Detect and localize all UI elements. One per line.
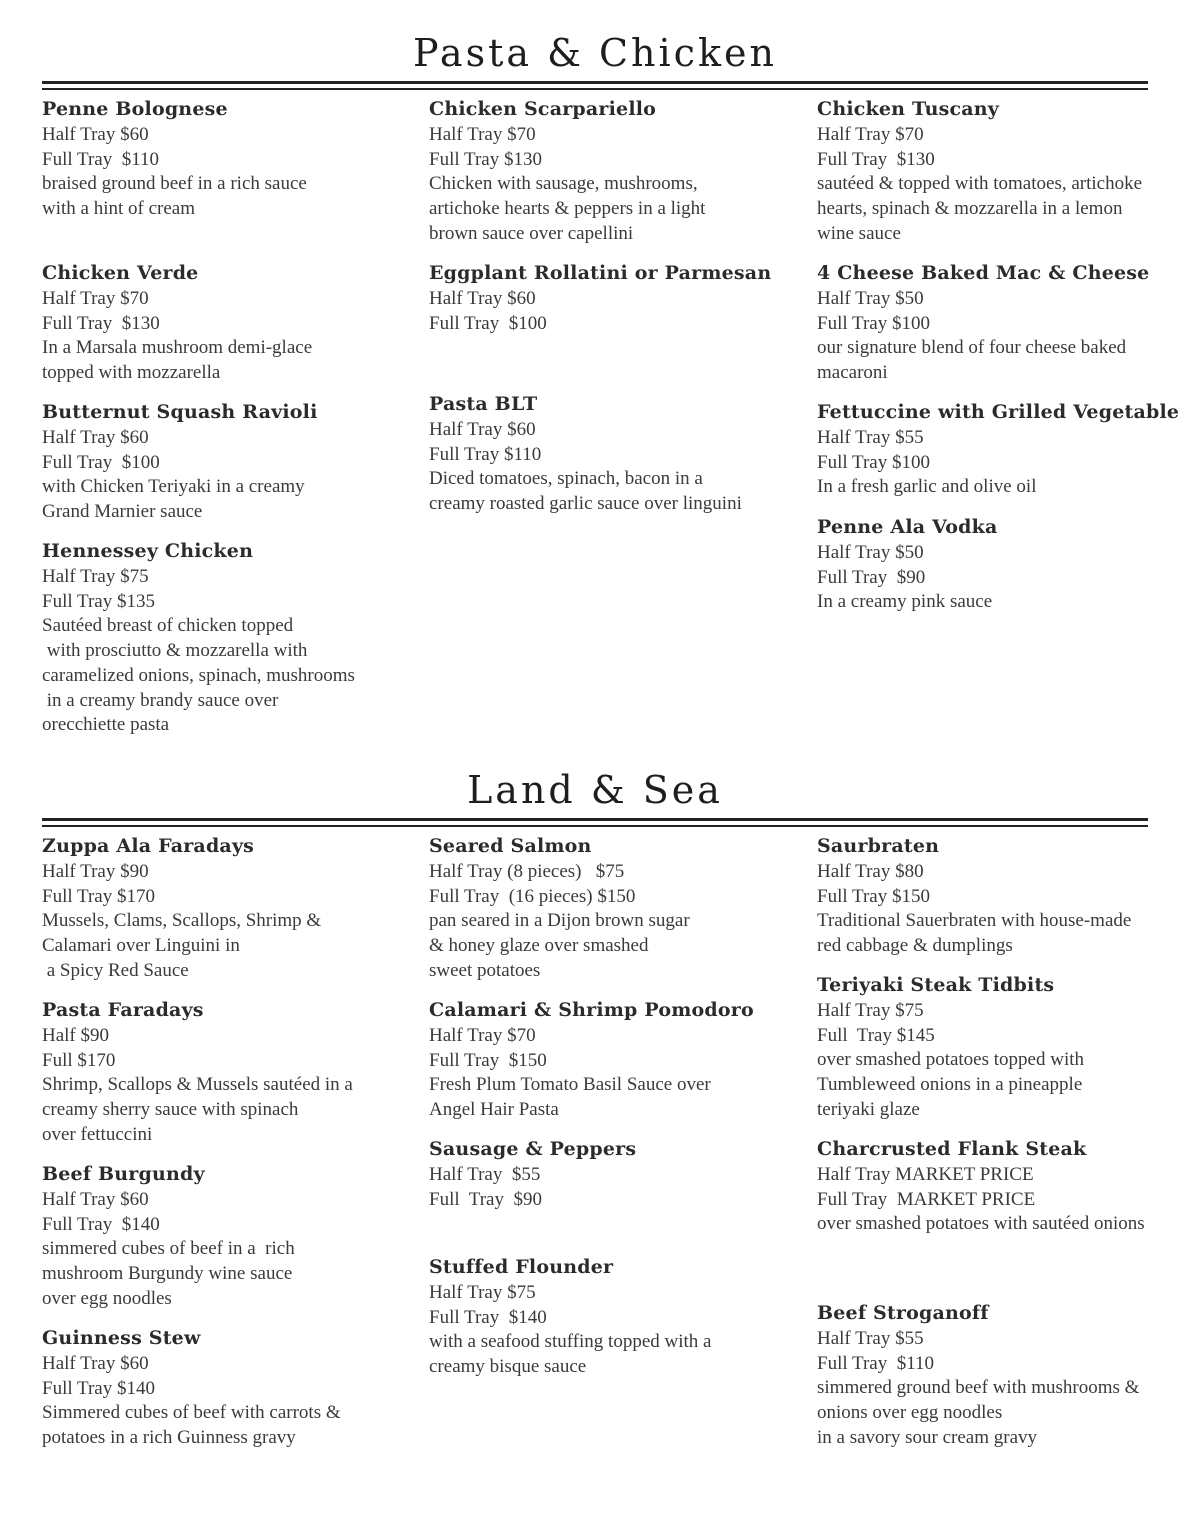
item-description: hearts, spinach & mozzarella in a lemon bbox=[817, 198, 1123, 220]
item-name: Calamari & Shrimp Pomodoro bbox=[429, 999, 754, 1021]
item-half-tray-price: Half Tray $55 bbox=[429, 1164, 541, 1185]
item-description: over egg noodles bbox=[42, 1287, 172, 1309]
item-half-tray-price: Half Tray $80 bbox=[817, 861, 924, 882]
menu-item-eggplant-rollatini bbox=[429, 260, 801, 336]
item-half-tray-price: Half Tray $60 bbox=[429, 419, 536, 440]
item-name: Chicken Verde bbox=[42, 262, 199, 284]
item-half-tray-price: Half Tray $70 bbox=[42, 288, 149, 309]
menu-item-teriyaki-steak-tidbits bbox=[817, 972, 1189, 1123]
item-name: Beef Burgundy bbox=[42, 1163, 205, 1185]
item-description: artichoke hearts & peppers in a light bbox=[429, 198, 706, 220]
item-half-tray-price: Half Tray $70 bbox=[429, 1025, 536, 1046]
section-divider bbox=[42, 818, 1148, 827]
item-name: Pasta BLT bbox=[429, 393, 538, 415]
menu-item-penne-ala-vodka bbox=[817, 514, 1189, 615]
menu-item-penne-bolognese bbox=[42, 96, 414, 222]
item-full-tray-price: Full Tray $110 bbox=[817, 1352, 935, 1374]
item-description: creamy bisque sauce bbox=[429, 1356, 587, 1378]
item-description: Tumbleweed onions in a pineapple bbox=[817, 1074, 1083, 1096]
item-full-tray-price: Full Tray $100 bbox=[817, 312, 930, 334]
item-full-tray-price: Full Tray $150 bbox=[817, 885, 930, 907]
item-name: Saurbraten bbox=[817, 835, 940, 857]
item-half-tray-price: Half Tray $50 bbox=[817, 288, 924, 309]
item-full-tray-price: Full Tray $110 bbox=[42, 148, 160, 170]
item-name: Chicken Scarpariello bbox=[429, 98, 657, 120]
menu-item-stuffed-flounder bbox=[429, 1254, 801, 1380]
section-title-land-sea: Land & Sea bbox=[467, 768, 723, 812]
menu-item-chicken-verde bbox=[42, 260, 414, 386]
menu-item-calamari-shrimp-pomodoro bbox=[429, 997, 801, 1123]
item-full-tray-price: Full Tray $130 bbox=[817, 148, 935, 170]
item-description: Traditional Sauerbraten with house-made bbox=[817, 910, 1132, 932]
item-description: orecchiette pasta bbox=[42, 714, 170, 736]
item-full-tray-price: Full Tray $140 bbox=[42, 1377, 155, 1399]
item-description: pan seared in a Dijon brown sugar bbox=[429, 910, 690, 932]
item-name: Butternut Squash Ravioli bbox=[42, 401, 318, 423]
item-half-tray-price: Half Tray MARKET PRICE bbox=[817, 1164, 1034, 1185]
section-title-pasta-chicken: Pasta & Chicken bbox=[413, 31, 777, 75]
item-half-tray-price: Half Tray $75 bbox=[42, 566, 149, 587]
item-half-tray-price: Half Tray $70 bbox=[817, 124, 924, 145]
item-full-tray-price: Full Tray $170 bbox=[42, 885, 155, 907]
item-name: 4 Cheese Baked Mac & Cheese bbox=[817, 262, 1150, 284]
item-description: Shrimp, Scallops & Mussels sautéed in a bbox=[42, 1074, 353, 1096]
item-full-tray-price: Full Tray $140 bbox=[429, 1306, 547, 1328]
item-description: over smashed potatoes with sautéed onions bbox=[817, 1213, 1145, 1235]
item-full-tray-price: Full Tray $140 bbox=[42, 1213, 160, 1235]
item-name: Beef Stroganoff bbox=[817, 1302, 989, 1324]
menu-item-saurbraten bbox=[817, 833, 1189, 959]
item-description: Calamari over Linguini in bbox=[42, 935, 240, 957]
menu-item-beef-burgundy bbox=[42, 1161, 414, 1312]
item-description: onions over egg noodles bbox=[817, 1402, 1003, 1424]
item-name: Fettuccine with Grilled Vegetable bbox=[817, 401, 1180, 423]
item-description: potatoes in a rich Guinness gravy bbox=[42, 1427, 296, 1449]
item-half-tray-price: Half Tray $60 bbox=[429, 288, 536, 309]
menu-item-sausage-peppers bbox=[429, 1136, 801, 1212]
item-description: Mussels, Clams, Scallops, Shrimp & bbox=[42, 910, 322, 932]
item-name: Teriyaki Steak Tidbits bbox=[817, 974, 1055, 996]
item-description: creamy sherry sauce with spinach bbox=[42, 1099, 299, 1121]
item-description: macaroni bbox=[817, 362, 888, 384]
item-half-tray-price: Half Tray $55 bbox=[817, 1328, 924, 1349]
menu-item-hennessey-chicken bbox=[42, 538, 414, 738]
menu-item-guinness-stew bbox=[42, 1325, 414, 1451]
item-full-tray-price: Full Tray $145 bbox=[817, 1024, 935, 1046]
item-description: over smashed potatoes topped with bbox=[817, 1049, 1085, 1071]
item-half-tray-price: Half Tray $60 bbox=[42, 427, 149, 448]
item-name: Stuffed Flounder bbox=[429, 1256, 614, 1278]
item-full-tray-price: Full Tray $130 bbox=[429, 148, 542, 170]
menu-item-pasta-faradays bbox=[42, 997, 414, 1148]
item-description: sautéed & topped with tomatoes, artichoke bbox=[817, 173, 1143, 195]
item-description: Fresh Plum Tomato Basil Sauce over bbox=[429, 1074, 711, 1096]
item-half-tray-price: Half Tray $70 bbox=[429, 124, 536, 145]
item-full-price: Full $170 bbox=[42, 1049, 116, 1071]
item-half-tray-price: Half Tray $50 bbox=[817, 542, 924, 563]
item-description: caramelized onions, spinach, mushrooms bbox=[42, 664, 355, 686]
item-half-tray-price: Half Tray $55 bbox=[817, 427, 924, 448]
item-name: Penne Bolognese bbox=[42, 98, 228, 120]
item-description: our signature blend of four cheese baked bbox=[817, 337, 1127, 359]
item-name: Penne Ala Vodka bbox=[817, 516, 998, 538]
item-description: topped with mozzarella bbox=[42, 362, 221, 384]
item-description: a Spicy Red Sauce bbox=[42, 959, 189, 981]
item-description: wine sauce bbox=[817, 222, 901, 244]
item-description: & honey glaze over smashed bbox=[429, 935, 649, 957]
item-full-tray-price: Full Tray $130 bbox=[42, 312, 160, 334]
item-description: brown sauce over capellini bbox=[429, 222, 634, 244]
menu-item-chicken-scarpariello bbox=[429, 96, 801, 247]
item-name: Charcrusted Flank Steak bbox=[817, 1138, 1087, 1160]
item-description: mushroom Burgundy wine sauce bbox=[42, 1263, 293, 1285]
section-divider bbox=[42, 81, 1148, 90]
item-name: Eggplant Rollatini or Parmesan bbox=[429, 262, 772, 284]
item-description: simmered ground beef with mushrooms & bbox=[817, 1377, 1140, 1399]
item-description: Angel Hair Pasta bbox=[429, 1099, 559, 1121]
item-description: in a creamy brandy sauce over bbox=[42, 689, 279, 711]
item-name: Pasta Faradays bbox=[42, 999, 204, 1021]
item-description: over fettuccini bbox=[42, 1123, 153, 1145]
item-full-tray-price: Full Tray $135 bbox=[42, 590, 155, 612]
item-name: Guinness Stew bbox=[42, 1327, 201, 1349]
menu-item-charcrusted-flank-steak bbox=[817, 1136, 1189, 1237]
item-description: Grand Marnier sauce bbox=[42, 501, 203, 523]
item-description: Sautéed breast of chicken topped bbox=[42, 615, 294, 637]
menu-item-butternut-squash-ravioli bbox=[42, 399, 414, 525]
item-description: In a creamy pink sauce bbox=[817, 591, 993, 613]
item-half-tray-price: Half Tray $60 bbox=[42, 1353, 149, 1374]
item-description: creamy roasted garlic sauce over linguini bbox=[429, 493, 742, 515]
item-description: Simmered cubes of beef with carrots & bbox=[42, 1402, 341, 1424]
item-name: Hennessey Chicken bbox=[42, 540, 254, 562]
item-full-tray-price: Full Tray $90 bbox=[429, 1188, 542, 1210]
menu-item-seared-salmon bbox=[429, 833, 801, 984]
item-description: braised ground beef in a rich sauce bbox=[42, 173, 307, 195]
item-description: In a fresh garlic and olive oil bbox=[817, 476, 1037, 498]
item-name: Zuppa Ala Faradays bbox=[42, 835, 255, 857]
item-half-tray-price: Half Tray $75 bbox=[429, 1282, 536, 1303]
item-half-tray-price: Half Tray (8 pieces) $75 bbox=[429, 861, 625, 882]
item-name: Chicken Tuscany bbox=[817, 98, 1000, 120]
item-description: sweet potatoes bbox=[429, 959, 541, 981]
item-name: Sausage & Peppers bbox=[429, 1138, 637, 1160]
menu-item-zuppa-ala-faradays bbox=[42, 833, 414, 984]
item-half-tray-price: Half Tray $60 bbox=[42, 1189, 149, 1210]
item-full-tray-price: Full Tray $110 bbox=[429, 443, 542, 465]
item-half-tray-price: Half Tray $90 bbox=[42, 861, 149, 882]
item-description: Diced tomatoes, spinach, bacon in a bbox=[429, 468, 703, 490]
item-description: In a Marsala mushroom demi-glace bbox=[42, 337, 313, 359]
menu-item-pasta-blt bbox=[429, 391, 801, 517]
item-description: with a seafood stuffing topped with a bbox=[429, 1331, 712, 1353]
item-half-tray-price: Half Tray $60 bbox=[42, 124, 149, 145]
item-full-tray-price: Full Tray (16 pieces) $150 bbox=[429, 885, 636, 907]
item-half-price: Half $90 bbox=[42, 1025, 110, 1046]
item-description: with prosciutto & mozzarella with bbox=[42, 640, 308, 662]
item-description: simmered cubes of beef in a rich bbox=[42, 1238, 295, 1260]
item-full-tray-price: Full Tray $100 bbox=[42, 451, 160, 473]
item-description: with a hint of cream bbox=[42, 198, 196, 220]
item-full-tray-price: Full Tray $90 bbox=[817, 566, 926, 588]
item-name: Seared Salmon bbox=[429, 835, 592, 857]
menu-item-chicken-tuscany bbox=[817, 96, 1189, 247]
item-full-tray-price: Full Tray $150 bbox=[429, 1049, 547, 1071]
item-full-tray-price: Full Tray $100 bbox=[817, 451, 930, 473]
item-half-tray-price: Half Tray $75 bbox=[817, 1000, 924, 1021]
menu-item-beef-stroganoff bbox=[817, 1300, 1189, 1451]
item-description: red cabbage & dumplings bbox=[817, 935, 1013, 957]
item-description: teriyaki glaze bbox=[817, 1098, 920, 1120]
item-description: Chicken with sausage, mushrooms, bbox=[429, 173, 698, 195]
menu-item-mac-and-cheese bbox=[817, 260, 1189, 386]
menu-item-fettuccine-grilled-vegetable bbox=[817, 399, 1189, 500]
item-full-tray-price: Full Tray $100 bbox=[429, 312, 547, 334]
item-description: in a savory sour cream gravy bbox=[817, 1426, 1038, 1448]
item-description: with Chicken Teriyaki in a creamy bbox=[42, 476, 305, 498]
item-full-tray-price: Full Tray MARKET PRICE bbox=[817, 1188, 1036, 1210]
